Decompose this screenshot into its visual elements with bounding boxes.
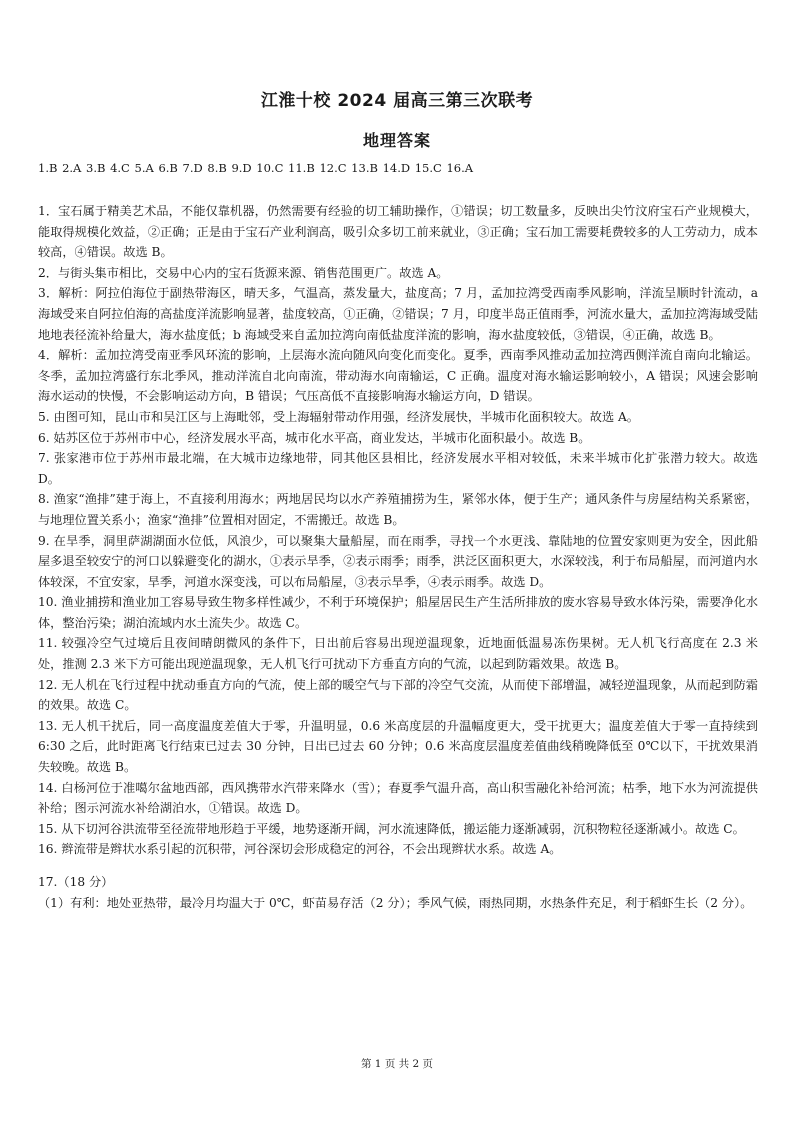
explanation-paragraph: 9. 在旱季，洞里萨湖湖面水位低，风浪少，可以聚集大量船屋，而在雨季，寻找一个水更浅、靠陆地的位置安家则更为安全，因此船屋多退至较安宁的河口以躲避变化的湖水，①表示旱季，②表示雨季；雨季，洪泛区面积更大，水深较浅，利于布局船屋，而河道内水体较深，不宜安家，旱季，河道水深变浅，可以布局船屋，③表示旱季，④表示雨季。故选 D。 (38, 533, 758, 589)
explanation-paragraph: 1．宝石属于精美艺术品，不能仅靠机器，仍然需要有经验的切工辅助操作，①错误；切工数量多，反映出尖竹汶府宝石产业规模大，能取得规模化效益，②正确；正是由于宝石产业利润高，吸引众多切工前来就业，③正确；宝石加工需要耗费较多的人工劳动力，成本较高，④错误。故选 B。 (38, 204, 758, 260)
document-subtitle: 地理答案 (362, 131, 431, 150)
explanation-paragraph: 8. 渔家“渔排”建于海上，不直接利用海水；两地居民均以水产养殖捕捞为生，紧邻水体，便于生产；通风条件与房屋结构关系紧密，与地理位置关系小；渔家“渔排”位置相对固定，不需搬迁。故选 B。 (38, 492, 758, 527)
explanation-paragraph: 3．解析：阿拉伯海位于副热带海区，晴天多，气温高，蒸发量大，盐度高；7 月，孟加拉湾受西南季风影响，洋流呈顺时针流动，a 海域受来自阿拉伯海的高盐度洋流影响显著，盐度较高，①正确，②错误；7 月，印度半岛正值雨季，河流水量大，孟加拉湾海域受陆地地表径流补给量大，海水盐度低；b 海域受来自孟加拉湾向南低盐度洋流的影响，海水盐度较低，③错误，④正确，故选 B。 (38, 286, 758, 342)
explanation-paragraph: 16. 辫流带是辫状水系引起的沉积带，河谷深切会形成稳定的河谷，不会出现辫状水系。故选 A。 (38, 842, 562, 857)
explanation-paragraph: 10. 渔业捕捞和渔业加工容易导致生物多样性减少，不利于环境保护；船屋居民生产生活所排放的废水容易导致水体污染，需要净化水体，整治污染；湖泊流域内水土流失少。故选 C。 (38, 595, 758, 630)
explanation-paragraph: 2．与街头集市相比，交易中心内的宝石货源来源、销售范围更广。故选 A。 (38, 265, 449, 280)
explanation-paragraph: 6. 姑苏区位于苏州市中心，经济发展水平高，城市化水平高，商业发达，半城市化面积最小。故选 B。 (38, 430, 591, 445)
document-title: 江淮十校 2024 届高三第三次联考 (260, 91, 534, 111)
explanation-paragraph: 14. 白杨河位于准噶尔盆地西部，西风携带水汽带来降水（雪）；春夏季气温升高，高山积雪融化补给河流；枯季，地下水为河流提供补给；图示河流水补给湖泊水，①错误。故选 D。 (38, 780, 758, 816)
question-17-heading: 17.（18 分） (38, 875, 114, 889)
answer-key-line: 1.B 2.A 3.B 4.C 5.A 6.B 7.D 8.B 9.D 10.C 11.B 12.C 13.B 14.D 15.C 16.A (38, 161, 474, 175)
explanation-paragraph: 5. 由图可知，昆山市和吴江区与上海毗邻，受上海辐射带动作用强，经济发展快，半城市化面积较大。故选 A。 (38, 409, 639, 424)
explanation-paragraph: 12. 无人机在飞行过程中扰动垂直方向的气流，使上部的暖空气与下部的冷空气交流，从而使下部增温，减轻逆温现象，从而起到防霜的效果。故选 C。 (38, 677, 758, 713)
explanation-paragraph: 11. 较强冷空气过境后且夜间晴朗微风的条件下，日出前后容易出现逆温现象，近地面低温易冻伤果树。无人机飞行高度在 2.3 米处，推测 2.3 米下方可能出现逆温现象，无人机飞行可扰动下方垂直方向的气流，以起到防霜效果。故选 B。 (38, 636, 758, 672)
explanation-paragraph: 15. 从下切河谷洪流带至径流带地形趋于平缓，地势逐渐开阔，河水流速降低，搬运能力逐渐减弱，沉积物粒径逐渐减小。故选 C。 (38, 821, 745, 836)
explanation-body (38, 201, 758, 913)
explanation-paragraph: （1）有利：地处亚热带，最冷月均温大于 0℃，虾苗易存活（2 分）；季风气候，雨热同期，水热条件充足，利于稻虾生长（2 分）。 (38, 895, 753, 910)
page-footer: 第 1 页 共 2 页 (360, 1058, 434, 1070)
explanation-paragraph: 4．解析：孟加拉湾受南亚季风环流的影响，上层海水流向随风向变化而变化。夏季，西南季风推动孟加拉湾西侧洋流自南向北输运。冬季，孟加拉湾盛行东北季风，推动洋流自北向南流，带动海水向南输运，C 正确。温度对海水输运影响较小，A 错误；风速会影响海水运动的快慢，不会影响运动方向，B 错误；气压高低不直接影响海水输运方向，D 错误。 (38, 348, 758, 404)
explanation-paragraph: 7. 张家港市位于苏州市最北端，在大城市边缘地带，同其他区县相比，经济发展水平相对较低，未来半城市化扩张潜力较大。故选 D。 (38, 451, 758, 486)
explanation-paragraph: 13. 无人机干扰后，同一高度温度差值大于零，升温明显，0.6 米高度层的升温幅度更大，受干扰更大；温度差值大于零一直持续到 6:30 之后，此时距离飞行结束已过去 30 分钟，日出已过去 60 分钟；0.6 米高度层温度差值曲线稍晚降低至 0℃以下，干扰效果消失较晚。故选 B。 (38, 718, 758, 775)
